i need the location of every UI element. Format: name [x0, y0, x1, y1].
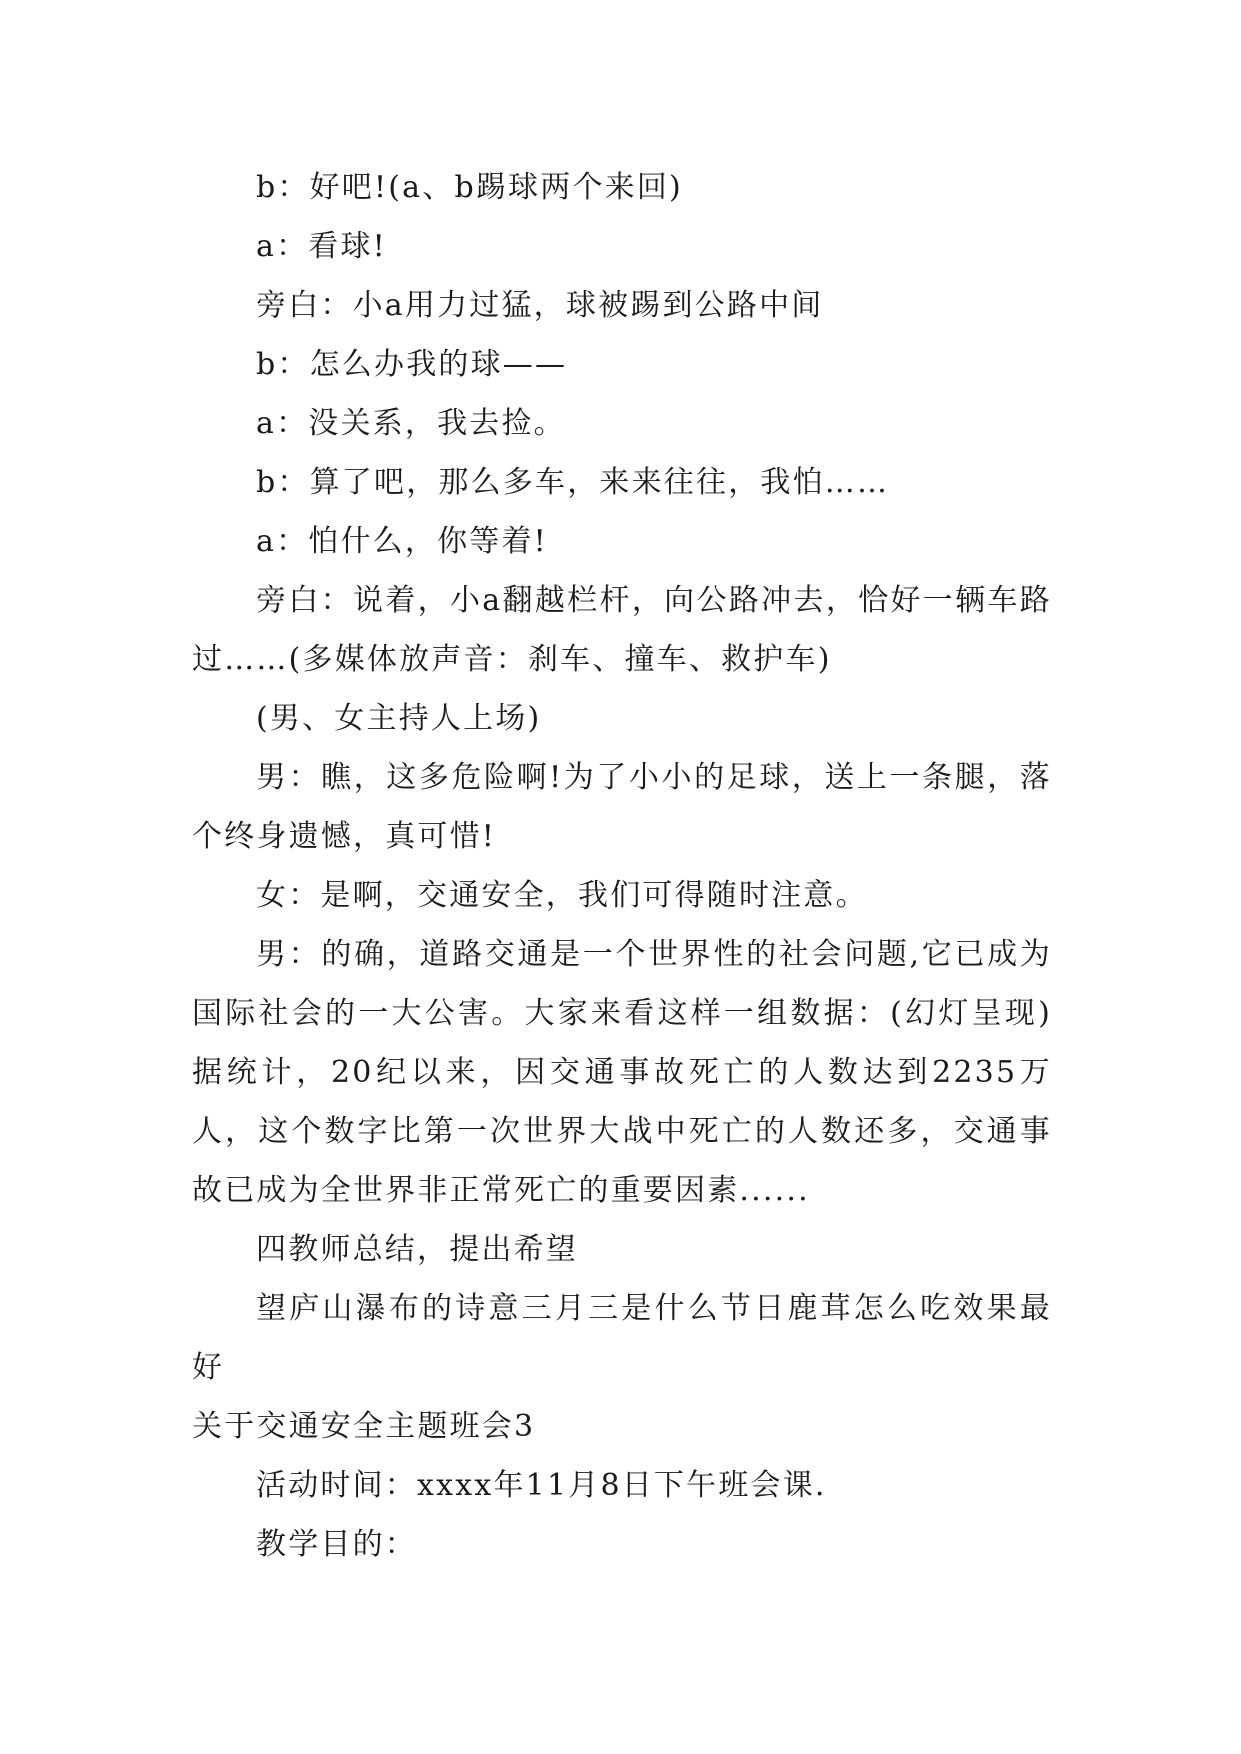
narration-line-ball-kicked: 旁白：小a用力过猛，球被踢到公路中间: [256, 288, 824, 323]
section-teacher-summary: 四教师总结，提出希望: [256, 1232, 578, 1267]
activity-time-line: 活动时间：xxxx年11月8日下午班会课.: [256, 1468, 827, 1503]
stray-text-line: 望庐山瀑布的诗意三月三是什么节日鹿茸怎么吃效果最好: [192, 1291, 1052, 1385]
dialogue-line-male-dangerous: 男：瞧，这多危险啊!为了小小的足球，送上一条腿，落个终身遗憾，真可惜!: [192, 760, 1052, 854]
dialogue-line-b-okay: b：好吧!(a、b踢球两个来回): [256, 170, 683, 205]
stage-direction-hosts-enter: (男、女主持人上场): [256, 701, 542, 736]
narration-line-car-passing: 旁白：说着，小a翻越栏杆，向公路冲去，恰好一辆车路过……(多媒体放声音：刹车、撞车、救护车): [192, 583, 1052, 677]
dialogue-line-male-statistics: 男：的确，道路交通是一个世界性的社会问题,它已成为国际社会的一大公害。大家来看这样一组数据：(幻灯呈现)据统计，20纪以来，因交通事故死亡的人数达到2235万人，这个数字比第一次世界大战中死亡的人数还多，交通事故已成为全世界非正常死亡的重要因素......: [192, 937, 1052, 1208]
dialogue-line-female-safety: 女：是啊，交通安全，我们可得随时注意。: [256, 878, 868, 913]
teaching-purpose-label: 教学目的：: [256, 1527, 417, 1562]
dialogue-line-a-no-problem: a：没关系，我去捡。: [256, 406, 566, 441]
document-body: [192, 158, 1052, 1574]
dialogue-line-b-my-ball: b：怎么办我的球——: [256, 347, 568, 382]
dialogue-line-a-wait: a：怕什么，你等着!: [256, 524, 548, 559]
dialogue-line-b-afraid: b：算了吧，那么多车，来来往往，我怕……: [256, 465, 890, 500]
dialogue-line-a-look: a：看球!: [256, 229, 387, 264]
section-heading: 关于交通安全主题班会3: [192, 1409, 536, 1444]
